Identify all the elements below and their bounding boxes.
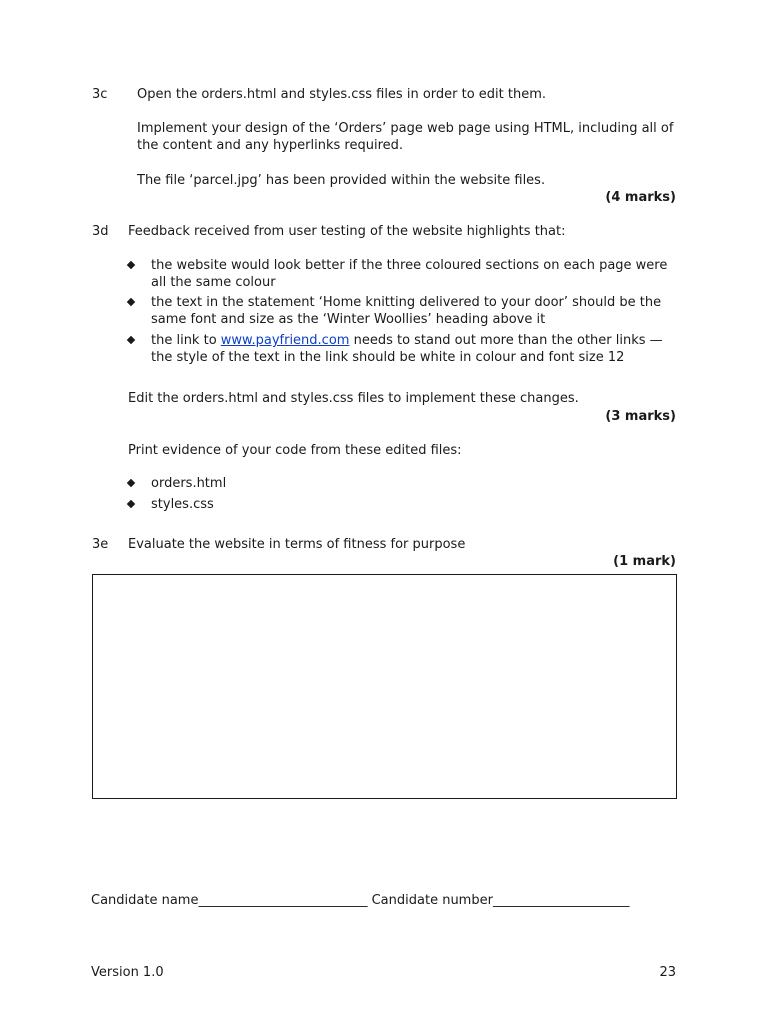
bullet-2-line2: same font and size as the ‘Winter Woollies’ heading above it <box>151 312 546 327</box>
bullet-1-line1: the website would look better if the three coloured sections on each page were <box>151 258 668 273</box>
question-number-3d: 3d <box>92 224 109 239</box>
candidate-details <box>91 892 629 909</box>
q3c-marks: (4 marks) <box>605 190 676 205</box>
candidate-number-label: Candidate number <box>371 893 493 908</box>
q3e-marks: (1 mark) <box>613 554 676 569</box>
q3d-marks: (3 marks) <box>605 409 676 424</box>
question-number-3e: 3e <box>92 537 109 552</box>
q3c-instruction: Open the orders.html and styles.css files in order to edit them. <box>137 87 547 102</box>
bullet-diamond-icon <box>127 336 135 344</box>
bullet-1-line2: all the same colour <box>151 275 276 290</box>
bullet-2-line1: the text in the statement ‘Home knitting delivered to your door’ should be the <box>151 295 662 310</box>
q3e-text: Evaluate the website in terms of fitness for purpose <box>128 537 466 552</box>
bullet-3-pre: the link to <box>151 333 221 348</box>
bullet-diamond-icon <box>127 479 135 487</box>
file-name: styles.css <box>151 497 214 512</box>
bullet-diamond-icon <box>127 298 135 306</box>
question-number-3c: 3c <box>92 87 108 102</box>
file-name: orders.html <box>151 476 227 491</box>
payfriend-link[interactable]: www.payfriend.com <box>220 333 350 348</box>
q3d-intro: Feedback received from user testing of the website highlights that: <box>128 224 566 239</box>
q3c-design-line1: Implement your design of the ‘Orders’ page web page using HTML, including all of <box>137 121 674 136</box>
bullet-3-post: needs to stand out more than the other links — <box>349 333 663 348</box>
candidate-name-field[interactable]: __________________________ <box>198 893 368 908</box>
answer-box[interactable] <box>92 574 677 799</box>
q3d-edit-instruction: Edit the orders.html and styles.css files to implement these changes. <box>128 391 579 406</box>
page-number: 23 <box>659 965 676 980</box>
bullet-diamond-icon <box>127 261 135 269</box>
candidate-name-label: Candidate name <box>91 893 199 908</box>
candidate-number-field[interactable]: _____________________ <box>492 893 630 908</box>
bullet-3-line1 <box>151 332 663 349</box>
q3c-file-note: The file ‘parcel.jpg’ has been provided within the website files. <box>137 173 546 188</box>
q3d-print-instruction: Print evidence of your code from these edited files: <box>128 443 462 458</box>
version-label: Version 1.0 <box>91 965 164 980</box>
bullet-diamond-icon <box>127 500 135 508</box>
bullet-3-line2: the style of the text in the link should be white in colour and font size 12 <box>151 350 625 365</box>
q3c-design-line2: the content and any hyperlinks required. <box>137 138 404 153</box>
